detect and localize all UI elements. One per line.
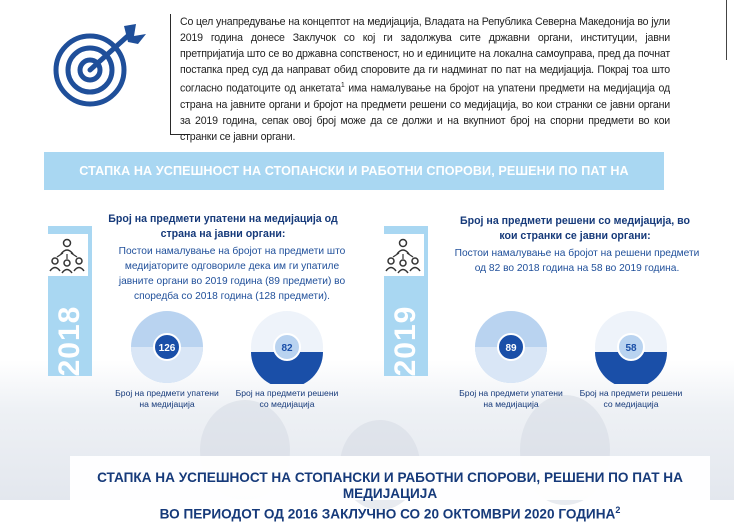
gauge-value: 58 xyxy=(625,343,637,354)
target-icon xyxy=(46,20,150,110)
gauge-caption: Број на предмети решени со медијација xyxy=(235,388,339,409)
gauge-value: 89 xyxy=(505,343,517,354)
panel-2019-heading: Број на предмети решени со медијација, во кои странки се јавни органи: xyxy=(459,215,691,242)
people-icon-box xyxy=(382,234,424,276)
gauge-caption: Број на предмети упатени на медијација xyxy=(115,388,219,409)
gauge-caption: Број на предмети решени со медијација xyxy=(579,388,683,409)
year-label-2018: 2018 xyxy=(53,305,86,377)
panel-2018-body: Постои намалување на бројот на предмети што медијаторите одговориле дека им ги упатиле јавните органи во 2019 година (89 предмети) во споредба со 2018 година (128 предмети). xyxy=(118,246,346,302)
gauge-2018-referred xyxy=(130,310,204,384)
panel-2019-body: Постои намалување на бројот на решени предмети од 82 во 2018 година на 58 во 2019 година. xyxy=(454,248,700,274)
gauge-2019-resolved xyxy=(594,310,668,384)
gauge-2018-resolved xyxy=(250,310,324,384)
people-network-icon xyxy=(382,234,424,276)
gauge-value: 126 xyxy=(158,343,176,354)
bottom-section-title xyxy=(60,470,720,523)
panel-2018-heading: Број на предмети упатени на медијација од страна на јавни органи: xyxy=(108,213,338,240)
gauge-value: 82 xyxy=(281,343,293,354)
bottom-title-line1: СТАПКА НА УСПЕШНОСТ НА СТОПАНСКИ И РАБОТНИ СПОРОВИ, РЕШЕНИ ПО ПАТ НА МЕДИЈАЦИЈА xyxy=(97,470,683,501)
people-network-icon xyxy=(46,234,88,276)
frame-line xyxy=(170,14,171,134)
page-edge-line xyxy=(726,0,727,60)
banner-end-cap xyxy=(664,152,670,190)
bottom-title-line2: ВО ПЕРИОДОТ ОД 2016 ЗАКЛУЧНО СО 20 ОКТОМВРИ 2020 ГОДИНА$^2$ xyxy=(159,505,621,522)
intro-paragraph: Со цел унапредување на концептот на медијација, Владата на Република Северна Македонија во јули 2019 година донесе Заклучок со кој ги задолжува сите државни органи, институции, јавни претпријатија што се во државна сопственост, но и единиците на локална самоуправа, пред да почнат постапка пред суд да направат обид споровите да ги надминат по пат на медијација. Покрај тоа што согласно податоците од анкетата$^1$ има намалување на бројот на упатени предмети на медијација од страна на јавните органи и бројот на предмети решени со медијација, во кои странки се јавни органи за 2019 година, сепак овој број може да се должи и на вкупниот број на спорни предмети во кои странки се јавни органи. xyxy=(180,16,670,143)
people-icon-box xyxy=(46,234,88,276)
section-banner xyxy=(44,152,664,216)
year-label-2019: 2019 xyxy=(389,305,422,377)
section-banner-title: СТАПКА НА УСПЕШНОСТ НА СТОПАНСКИ И РАБОТНИ СПОРОВИ, РЕШЕНИ ПО ПАТ НА МЕДИЈАЦИЈА xyxy=(79,164,629,216)
gauge-2019-referred xyxy=(474,310,548,384)
gauge-caption: Број на предмети упатени на медијација xyxy=(459,388,563,409)
